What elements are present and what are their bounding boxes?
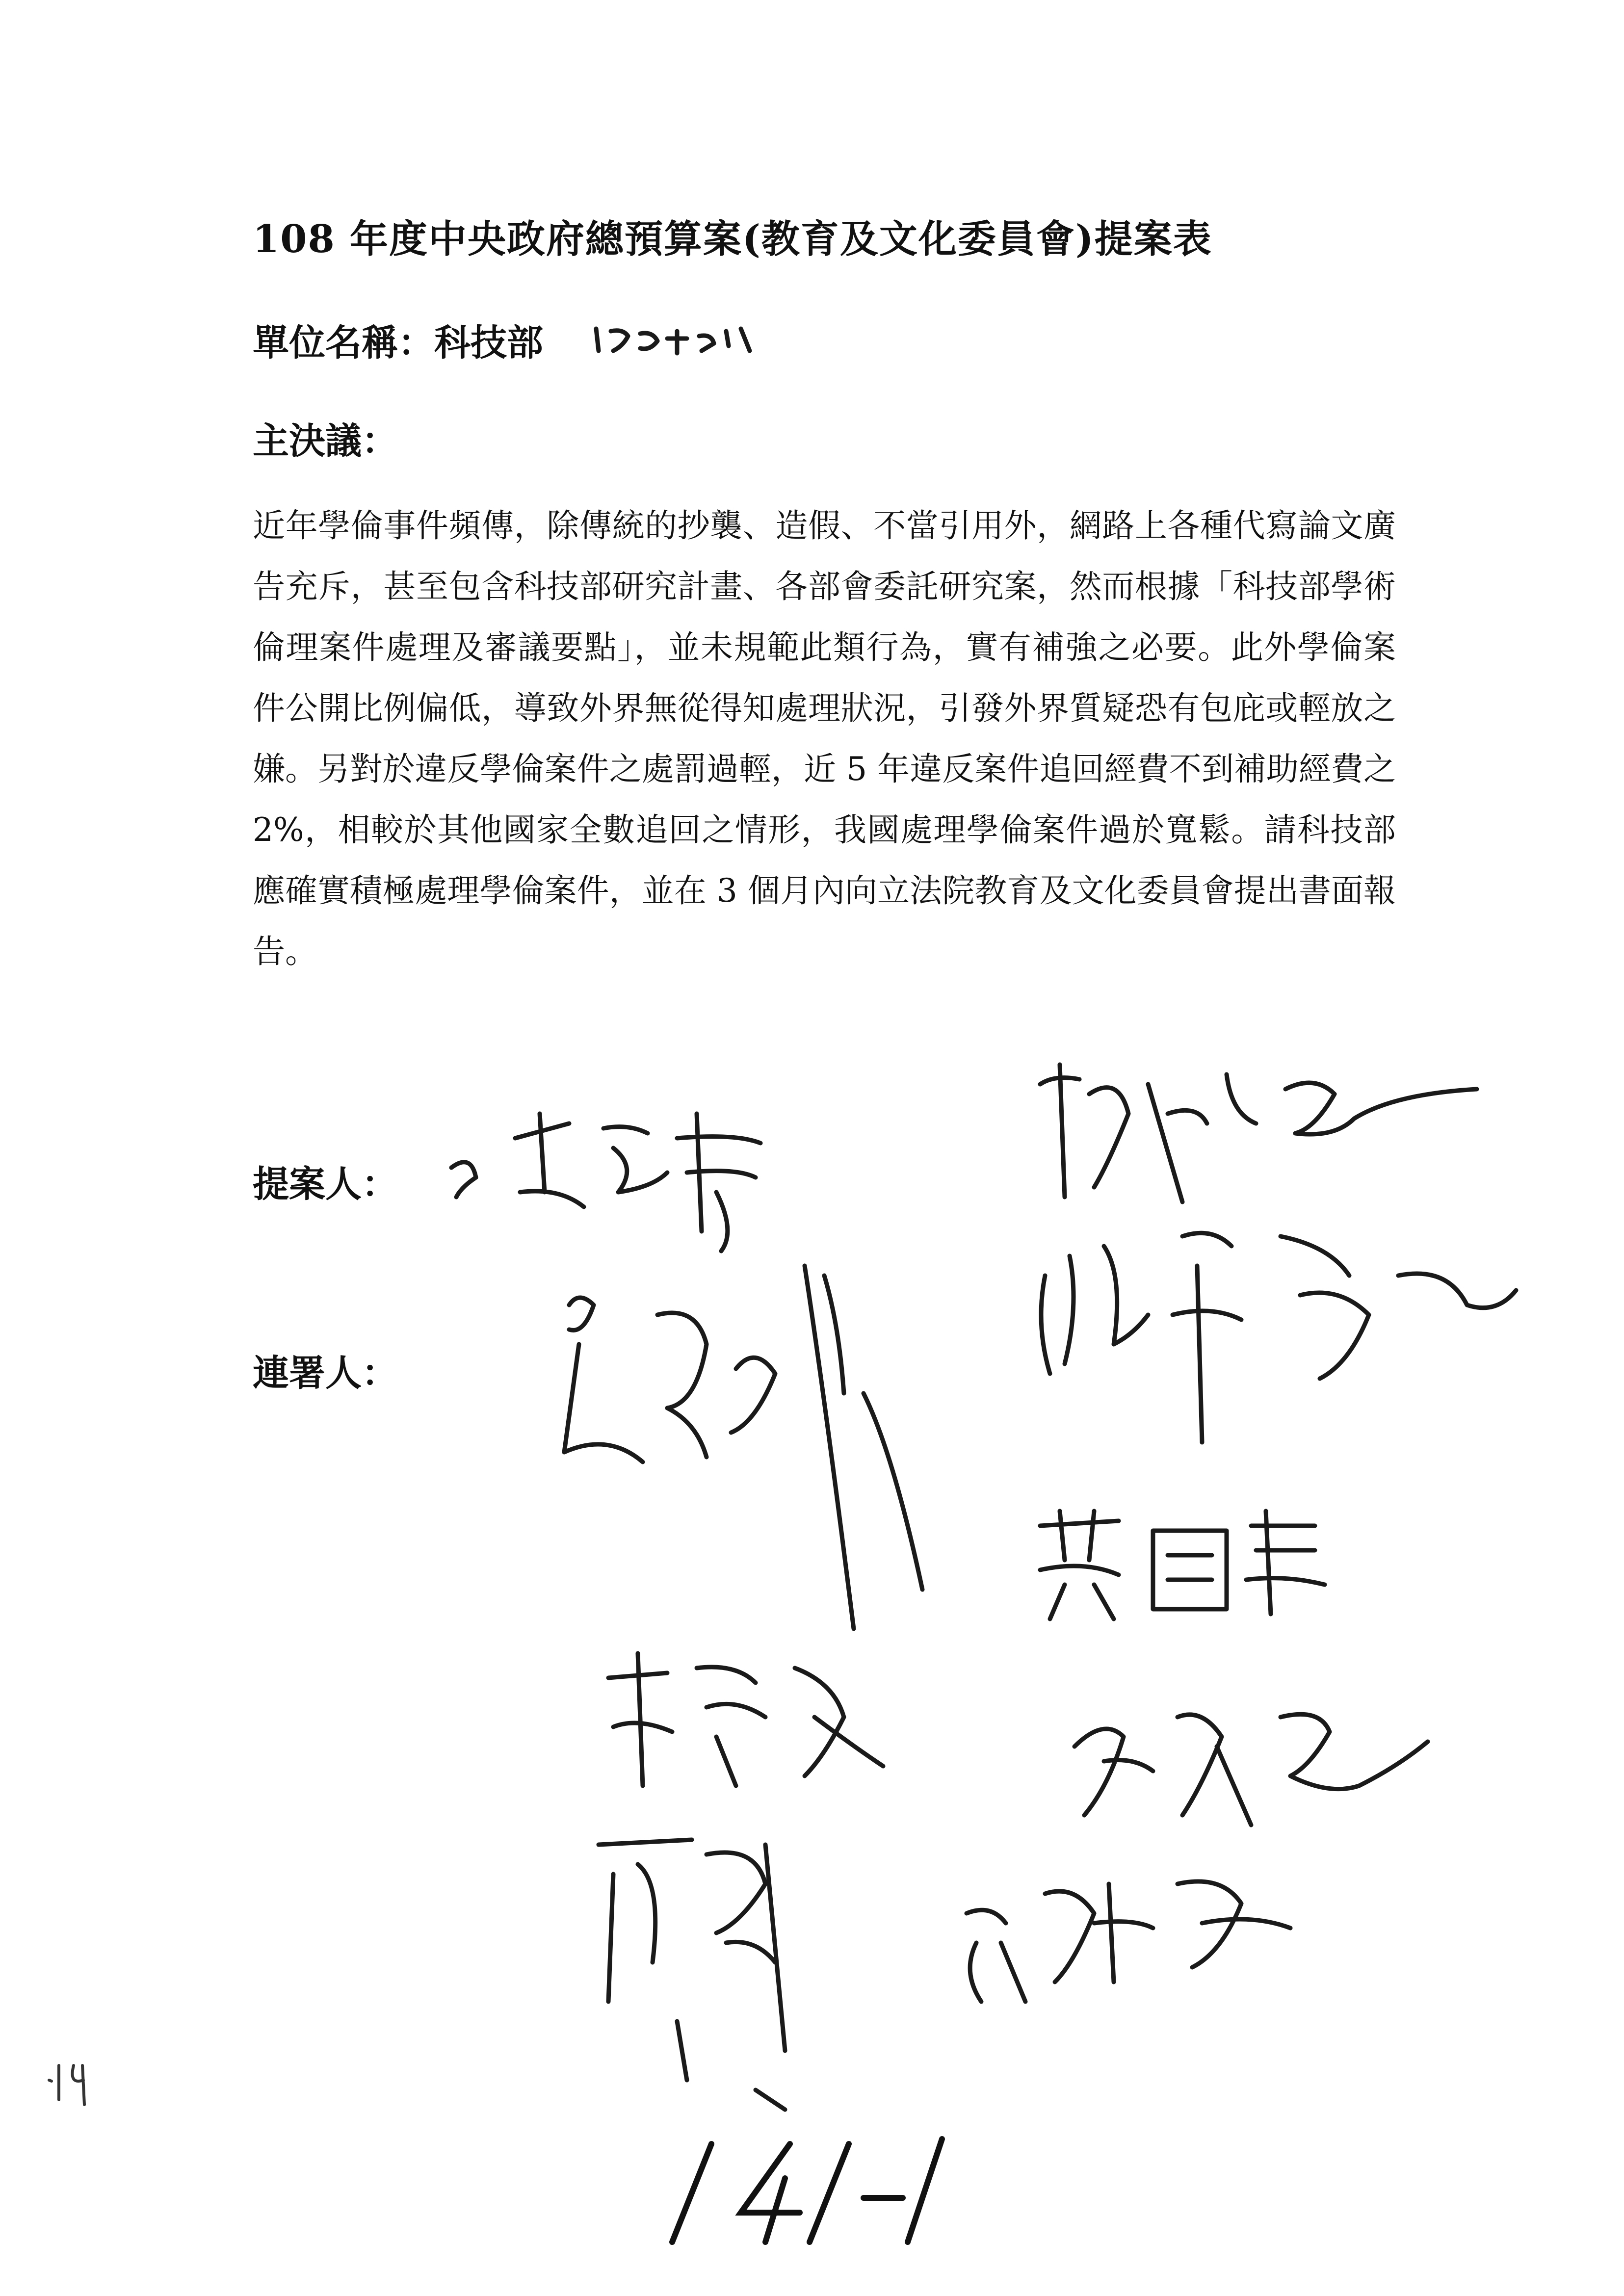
signature-cosigner-5 (1055, 1688, 1433, 1835)
resolution-text: 近年學倫事件頻傳，除傳統的抄襲、造假、不當引用外，網路上各種代寫論文廣告充斥，甚至包含科技部研究計畫、各部會委託研究案，然而根據「科技部學術倫理案件處理及審議要點」，並未規範此類行為，實有補強之必要。此外學倫案件公開比例偏低，導致外界無從得知處理狀況，引發外界質疑恐有包庇或輕放之嫌。另對於違反學倫案件之處罰過輕，近 5 年違反案件追回經費不到補助經費之 2%，相較於其他國家全數追回之情形，我國處理學倫案件過於寬鬆。請科技部應確實積極處理學倫案件，並在 3 個月內向立法院教育及文化委員會提出書面報告。 (253, 507, 1396, 970)
signature-cosigner-2 (1025, 1217, 1526, 1472)
signature-cosigner-4 (589, 1639, 893, 1800)
unit-note-handwriting (594, 324, 756, 358)
signature-cosigner-3 (1021, 1501, 1335, 1629)
signature-cosigner-1 (550, 1246, 981, 1653)
page-number-handwriting (653, 2124, 957, 2252)
document-title: 108 年度中央政府總預算案(教育及文化委員會)提案表 (253, 217, 1212, 261)
signature-proposer-1 (442, 1094, 814, 1256)
signature-proposer-2 (1021, 1055, 1482, 1217)
signature-cosigner-6 (579, 1815, 854, 2129)
proposer-label: 提案人： (253, 1163, 398, 1205)
margin-mark-handwriting (39, 2051, 98, 2110)
main-resolution-label: 主決議： (253, 420, 398, 462)
cosigner-label: 連署人： (253, 1352, 398, 1394)
signature-cosigner-7 (947, 1854, 1320, 2016)
unit-name: 單位名稱：科技部 (253, 322, 543, 364)
